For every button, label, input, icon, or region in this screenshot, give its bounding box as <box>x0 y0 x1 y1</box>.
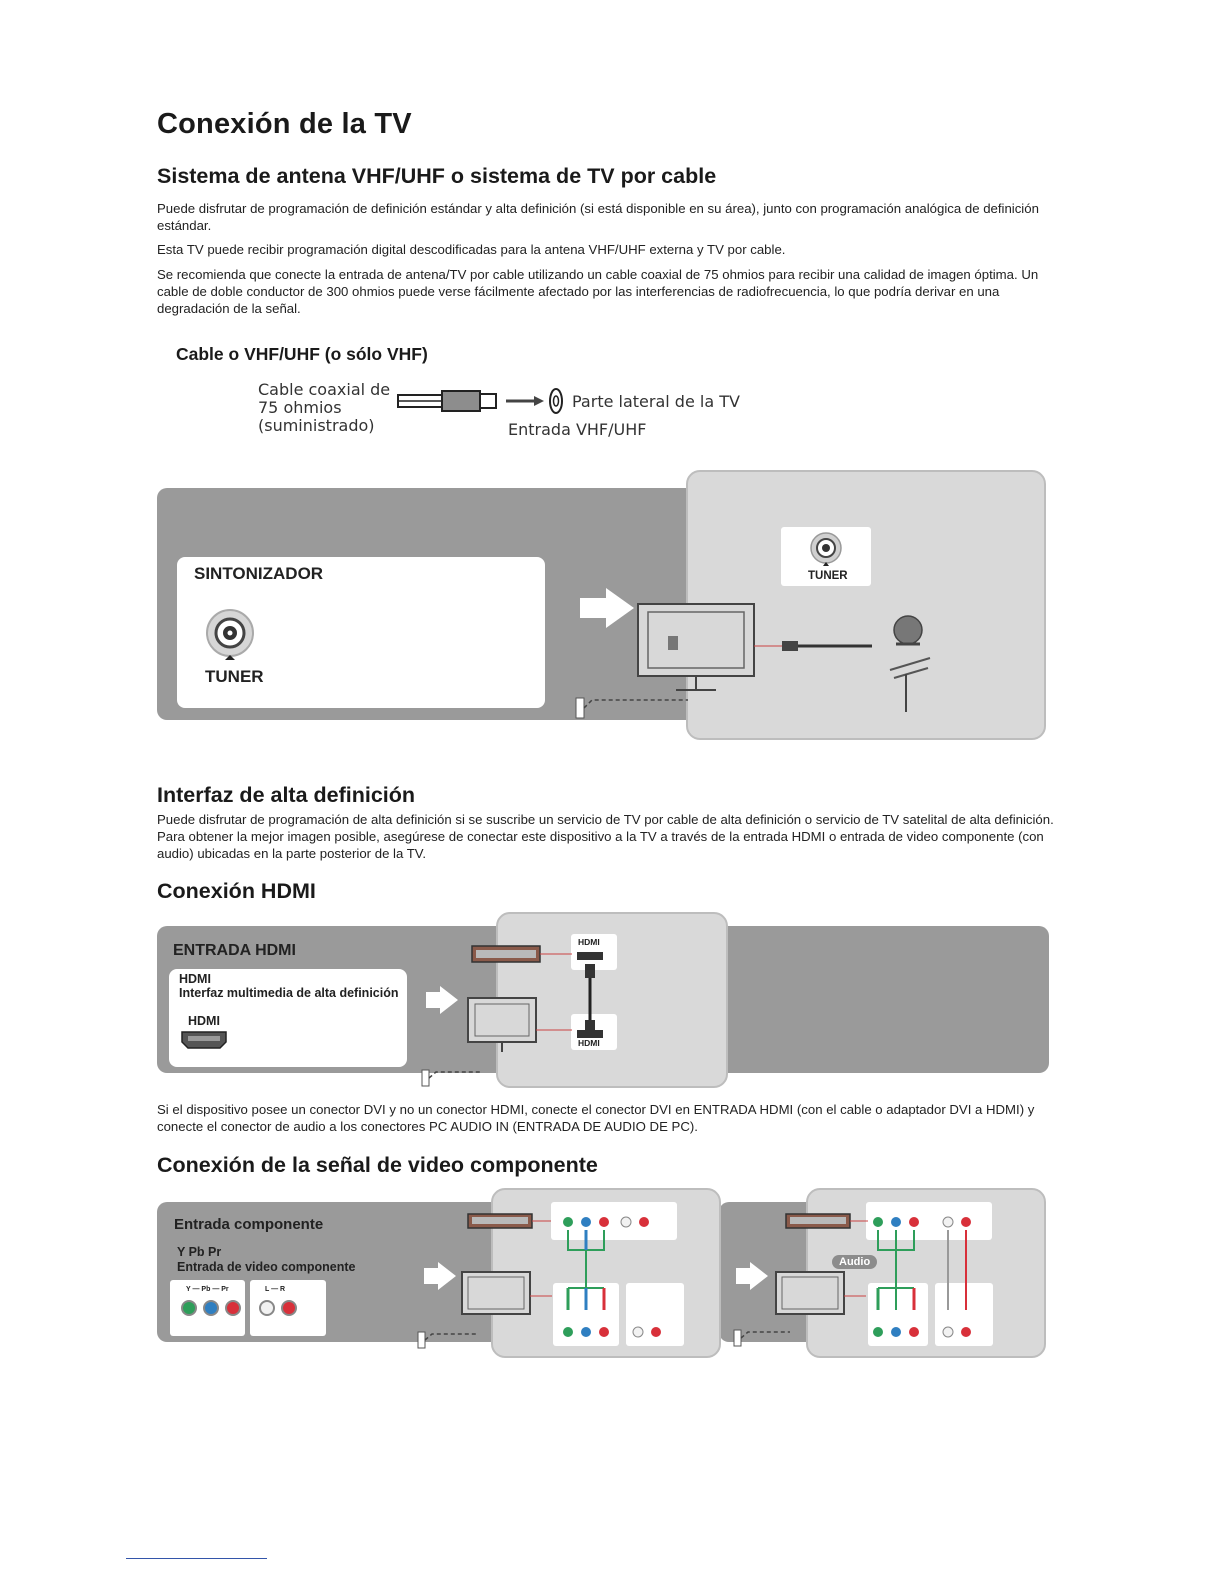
antenna-connection-diagram <box>576 586 956 726</box>
hdmi-port-label: HDMI <box>188 1014 220 1028</box>
hdmi-connection-diagram <box>420 940 630 1090</box>
vhf-uhf-input-label: Entrada VHF/UHF <box>508 420 647 439</box>
antenna-heading: Sistema de antena VHF/UHF o sistema de TV por cable <box>157 164 717 188</box>
jack-y-green <box>181 1300 197 1316</box>
tuner-label: TUNER <box>205 667 264 686</box>
jack-l-white <box>259 1300 275 1316</box>
tv-side-label: Parte lateral de la TV <box>572 392 740 411</box>
hdmi-dvi-note: Si el dispositivo posee un conector DVI y no un conector HDMI, conecte el conector DVI en ENTRADA HDMI (con el cable o adaptador DVI a HDMI) y conecte el conector de audio a los conectores PC AUDIO IN (ENTRADA DE AUDIO DE PC). <box>157 1102 1035 1134</box>
tuner-jack-icon <box>205 608 257 660</box>
coax-label-line-2: 75 ohmios <box>258 398 342 417</box>
antenna-paragraph-2: Esta TV puede recibir programación digital descodificadas para la antena VHF/UHF externa y TV por cable. <box>157 242 786 257</box>
component-card-line-1: Y Pb Pr <box>177 1245 222 1259</box>
page-title: Conexión de la TV <box>157 108 412 140</box>
hdmi-heading: Conexión HDMI <box>157 879 316 903</box>
hdmi-top-port-label: HDMI <box>578 937 600 947</box>
jack-pr-red <box>225 1300 241 1316</box>
hdmi-port-icon <box>180 1030 230 1050</box>
ypbpr-label: Y — Pb — Pr <box>186 1286 229 1293</box>
component-panel-title: Entrada componente <box>174 1216 324 1233</box>
tuner-port-jack-icon <box>810 532 844 566</box>
hdmi-bottom-port-label: HDMI <box>578 1038 600 1048</box>
coax-label-line-3: (suministrado) <box>258 416 375 435</box>
coax-label-line-1: Cable coaxial de <box>258 380 391 399</box>
tuner-card-title: SINTONIZADOR <box>194 564 324 583</box>
coax-cable-icon <box>396 386 576 420</box>
component-card-line-2: Entrada de video componente <box>177 1260 356 1274</box>
hdmi-card-line-2: Interfaz multimedia de alta definición <box>179 986 399 1000</box>
hd-paragraph: Puede disfrutar de programación de alta definición si se suscribe un servicio de TV por cable de alta definición o servicio de TV satelital de alta definición. Para obtener la mejor imagen posible, asegúrese de conectar este dispositivo a la TV a través de la entrada HDMI o entrada de video componente (con audio) ubicadas en la parte posterior de la TV. <box>157 812 1054 861</box>
hd-heading: Interfaz de alta definición <box>157 783 416 807</box>
jack-pb-blue <box>203 1300 219 1316</box>
hdmi-panel-title: ENTRADA HDMI <box>173 942 296 959</box>
cable-subheading: Cable o VHF/UHF (o sólo VHF) <box>176 344 428 364</box>
hdmi-card-line-1: HDMI <box>179 972 211 986</box>
jack-r-red <box>281 1300 297 1316</box>
component-connection-diagram <box>416 1200 1016 1360</box>
lr-label: L — R <box>265 1286 286 1293</box>
tuner-port-label: TUNER <box>808 570 848 582</box>
antenna-paragraph-3: Se recomienda que conecte la entrada de antena/TV por cable utilizando un cable coaxial de 75 ohmios para recibir una calidad de imagen óptima. Un cable de doble conductor de 300 ohmios puede verse fácilmente afectado por las interferencias de radiofrecuencia, lo que podría derivar en una degradación de la señal. <box>157 267 1039 316</box>
footnote-rule <box>126 1558 267 1559</box>
antenna-paragraph-1: Puede disfrutar de programación de definición estándar y alta definición (si está disponible en su área), junto con programación analógica de definición estándar. <box>157 201 1039 233</box>
component-heading: Conexión de la señal de video componente <box>157 1153 598 1177</box>
audio-badge: Audio <box>832 1255 877 1269</box>
